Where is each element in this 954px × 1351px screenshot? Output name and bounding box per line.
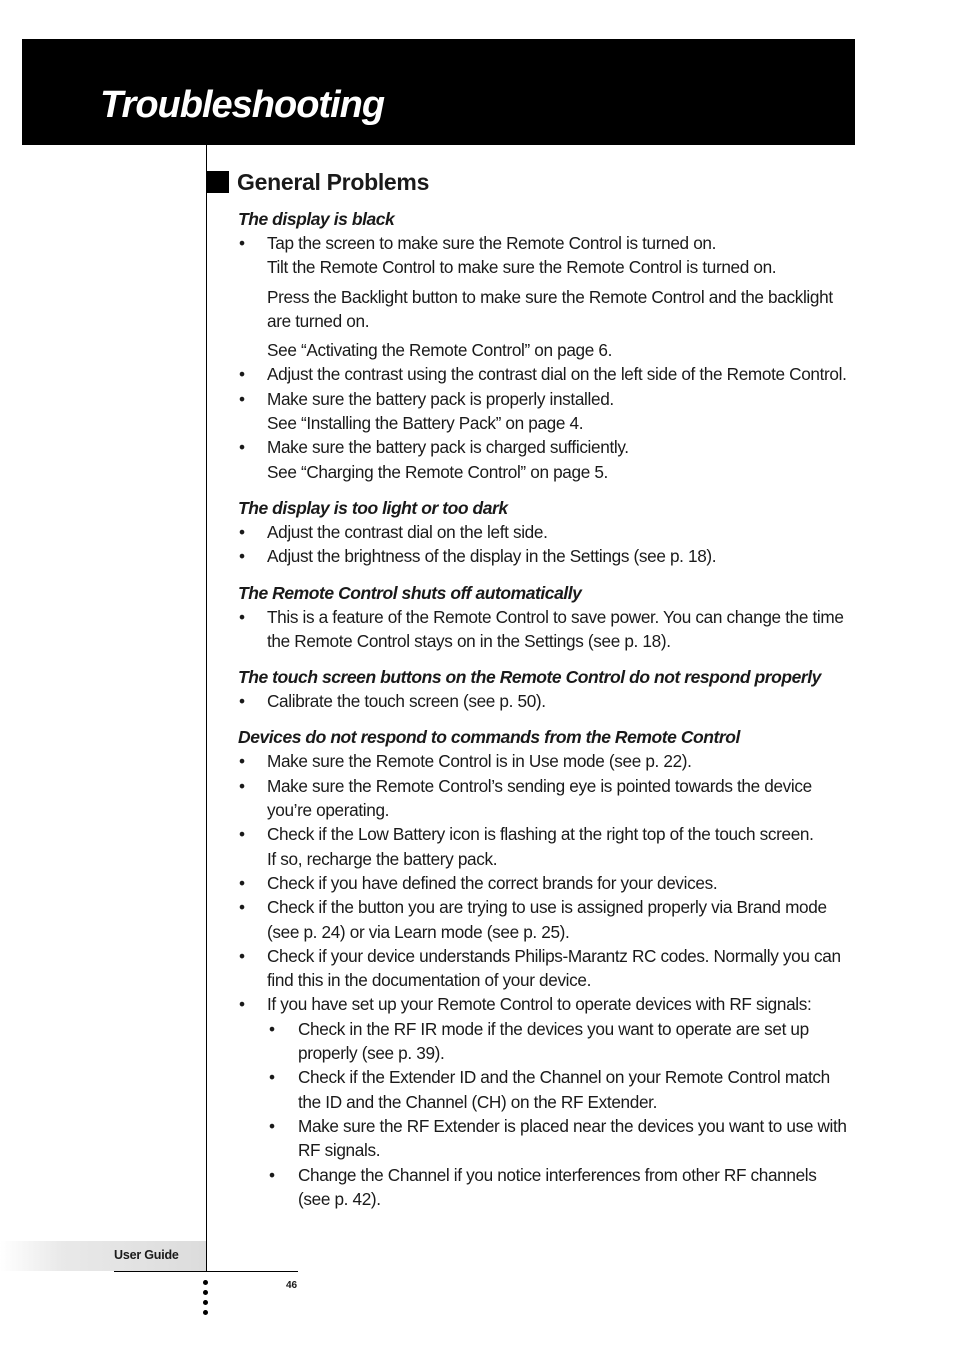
list-item: [238, 435, 850, 484]
list-item-text: • Adjust the brightness of the display in the Settings (see p. 18).: [267, 546, 717, 567]
problem-group: [238, 581, 850, 654]
list-item-text: • Check if your device understands Philips-Marantz RC codes. Normally you can find this in the documentation of your device.: [267, 945, 841, 991]
list-item: [238, 944, 850, 993]
solution-list: [238, 231, 850, 484]
list-item-text: • Check if the Low Battery icon is flashing at the right top of the touch screen.: [267, 824, 814, 845]
list-item-text: If so, recharge the battery pack.: [267, 848, 498, 869]
content-body: [238, 207, 850, 1211]
page-number: 46: [286, 1280, 298, 1291]
list-item-text: • Calibrate the touch screen (see p. 50).: [267, 691, 546, 712]
list-item-text: • Adjust the contrast using the contrast dial on the left side of the Remote Control.: [267, 364, 847, 385]
list-item-text: See “Installing the Battery Pack” on page 4.: [267, 413, 584, 434]
list-item-text: • Make sure the Remote Control is in Use mode (see p. 22).: [267, 751, 692, 772]
problem-group: [238, 665, 850, 713]
dot-icon: [203, 1310, 208, 1315]
list-item: [238, 362, 850, 386]
footer-rule: [114, 1271, 298, 1272]
list-item-text: See “Charging the Remote Control” on page 5.: [267, 461, 608, 482]
section-marker-square: [207, 171, 229, 193]
dot-icon: [203, 1280, 208, 1285]
list-item-text: • Make sure the battery pack is properly installed.: [267, 388, 614, 409]
list-item: [238, 774, 850, 823]
problem-group: [238, 725, 850, 1211]
dot-icon: [203, 1300, 208, 1305]
list-item-text: • Check if the Extender ID and the Channel on your Remote Control match the ID and the Channel (CH) on the RF Extender.: [298, 1067, 830, 1112]
list-item: [238, 387, 850, 436]
vertical-rule: [206, 145, 207, 1271]
list-item-text: • Tap the screen to make sure the Remote Control is turned on.: [267, 233, 717, 253]
list-item: [238, 544, 850, 568]
page-title: Troubleshooting: [100, 84, 385, 126]
list-item: [238, 605, 850, 654]
problem-heading: The touch screen buttons on the Remote Control do not respond properly: [238, 667, 821, 688]
nested-list-item: [238, 1163, 850, 1212]
problem-heading: Devices do not respond to commands from the Remote Control: [238, 727, 740, 748]
nested-list-item: [238, 1114, 850, 1163]
list-item: [238, 822, 850, 871]
list-item-text: • Check if you have defined the correct brands for your devices.: [267, 872, 718, 893]
solution-list: [238, 689, 850, 713]
nested-list-item: [238, 1065, 850, 1114]
problem-group: [238, 207, 850, 484]
solution-list: [238, 605, 850, 654]
list-item-text: • Change the Channel if you notice interferences from other RF channels (see p. 42).: [298, 1164, 817, 1209]
list-item-text: • Check in the RF IR mode if the devices you want to operate are set up properly (see p. 39).: [298, 1018, 809, 1064]
list-item: [238, 992, 850, 1016]
problem-heading: The Remote Control shuts off automatically: [238, 582, 582, 603]
list-item-text: • This is a feature of the Remote Control to save power. You can change the time the Remote Control stays on in the Settings (see p. 18).: [267, 606, 844, 651]
nested-list-item: [238, 1017, 850, 1066]
list-item: [238, 520, 850, 544]
list-item-text: Tilt the Remote Control to make sure the Remote Control is turned on.: [267, 257, 777, 278]
list-item-text: • If you have set up your Remote Control to operate devices with RF signals:: [267, 994, 812, 1015]
list-item-text: • Make sure the battery pack is charged sufficiently.: [267, 437, 629, 458]
list-item-paragraph: See “Activating the Remote Control” on page 6.: [267, 340, 613, 361]
solution-list: [238, 749, 850, 1211]
solution-list: [238, 520, 850, 569]
footer-label: User Guide: [114, 1248, 179, 1262]
list-item: [238, 871, 850, 895]
problem-group: [238, 496, 850, 569]
list-item-text: • Check if the button you are trying to use is assigned properly via Brand mode (see p. 24) or via Learn mode (see p. 25).: [267, 897, 827, 942]
section-title: General Problems: [237, 169, 430, 195]
problem-heading: The display is too light or too dark: [238, 497, 508, 518]
list-item-text: • Make sure the Remote Control’s sending eye is pointed towards the device you’re operating.: [267, 775, 812, 821]
list-item-text: • Adjust the contrast dial on the left side.: [267, 521, 548, 542]
dot-icon: [203, 1290, 208, 1295]
list-item: [238, 895, 850, 944]
list-item: [238, 749, 850, 773]
problem-heading: The display is black: [238, 209, 395, 229]
decorative-dots: [203, 1280, 209, 1320]
list-item: [238, 231, 850, 362]
list-item-text: • Make sure the RF Extender is placed near the devices you want to use with RF signals.: [298, 1115, 847, 1161]
list-item: [238, 689, 850, 713]
list-item-paragraph: Press the Backlight button to make sure the Remote Control and the backlight are turned on.: [267, 286, 833, 331]
